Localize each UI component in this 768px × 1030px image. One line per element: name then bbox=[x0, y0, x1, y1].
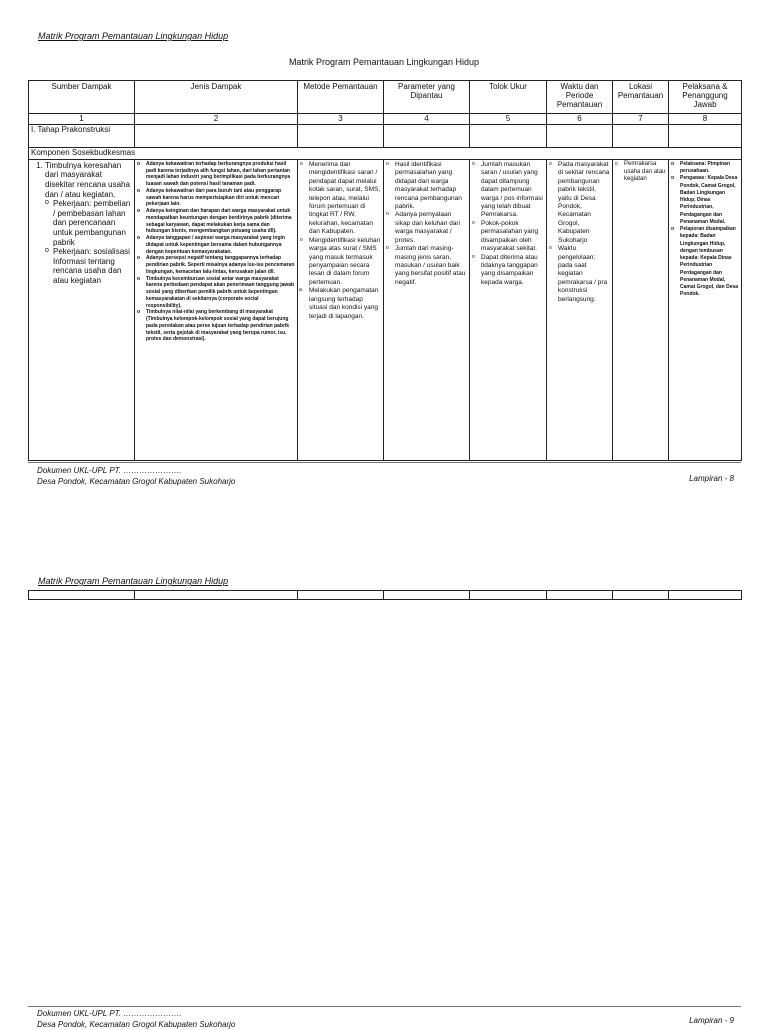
location-cell bbox=[613, 159, 669, 460]
impact-item: o Adanya kekawatiran terhadap berkurangnya produksi hasil padi karena terjadinya alih fungsi lahan, dari lahan pertanian menjadi lahan industri yang berimplikasi pada berkurangnya luasan sawah dan potensi hasil tanaman padi. bbox=[144, 161, 295, 188]
col-number: 8 bbox=[669, 114, 742, 125]
running-header: Matrik Program Pemantauan Lingkungan Hidup bbox=[38, 31, 229, 41]
parameter-item: o Jumlah dari masing-masing jenis saran, masukan / usulan baik yang bersifat positif atau negatif. bbox=[393, 245, 467, 287]
source-sub-item: o Pekerjaan: pembelian / pembebasan lahan dan perencanaan untuk pembangunan pabrik bbox=[53, 199, 132, 247]
footer-page-number: Lampiran - 8 bbox=[689, 474, 734, 483]
parameter-item: o Hasil identifikasi permasalahan yang didapat dari warga masyarakat terhadap rencana pembangunan pabrik. bbox=[393, 161, 467, 212]
benchmark-item: o Jumlah masukan saran / usulan yang dapat ditampung dalam pertemuan warga / pos informasi yang telah dibuat Pemrakarsa. bbox=[479, 161, 544, 220]
source-sub-item: o Pekerjaan: sosialisasi Informasi tentang rencana usaha dan atau kegiatan bbox=[53, 247, 132, 285]
executor-item: o Pelaporan disampaikan kepada: Badan Lingkungan Hidup, dengan tembusan kepada: Kepala Dinas Perindustrian Perdagangan dan Penanaman Modal, Camat Grogol, dan Desa Pondok. bbox=[678, 226, 739, 299]
col-header-5: Tolok Ukur bbox=[470, 81, 547, 114]
timing-item: o Pada masyarakat di sekitar rencana pembangunan pabrik tekstil, yaitu di Desa Pondok, Kecamatan Grogol, Kabupaten Sukoharjo bbox=[556, 161, 610, 245]
benchmark-item: o Pokok-pokok permasalahan yang disampaikan oleh masyarakat sekitar. bbox=[479, 220, 544, 254]
col-header-8: Pelaksana & Penanggung Jawab bbox=[669, 81, 742, 114]
impact-item: o Adanya kekawatiran dari para buruh tani atau penggarap sawah karena harus memperisiapkan diri untuk mencari pekerjaan lain. bbox=[144, 188, 295, 208]
footer-doc: Dokumen UKL-UPL PT. …………………. bbox=[37, 466, 182, 475]
source-impact-cell bbox=[29, 159, 135, 460]
footer-location: Desa Pondok, Kecamatan Grogol Kabupaten Sukoharjo bbox=[37, 477, 236, 486]
col-number: 2 bbox=[135, 114, 298, 125]
col-header-4: Parameter yang Dipantau bbox=[384, 81, 470, 114]
method-item: o Menerima dan mengidentifikasi saran / pendapat dapat melalui kotak saran, surat, SMS, telepon atau, melalui forum pertemuan di tingkat RT / RW, kelurahan, kecamatan dan Kabupaten. bbox=[307, 161, 381, 237]
method-item: o Mengidentifikasi keluhan warga atas surat / SMS yang masuk termasuk penyampaian secara lesan di dalam forum pertemuan. bbox=[307, 237, 381, 288]
timing-item: o Waktu pengelolaan: pada saat kegiatan pemrakarsa / pra konstruksi berlangsung. bbox=[556, 245, 610, 304]
col-header-6: Waktu dan Periode Pemantauan bbox=[547, 81, 613, 114]
col-header-2: Jenis Dampak bbox=[135, 81, 298, 114]
footer-divider bbox=[28, 462, 741, 463]
parameter-item: o Adanya pernyataan sikap dan keluhan dari warga masyarakat / protes. bbox=[393, 211, 467, 245]
impact-item: o Adanya keinginan dan harapan dari warga masyarakat untuk mendapatkan keuntungan dengan berdirinya pabrik (diterima sebagai karyawan, dapat melakukan kerja sama dan hubungan bisnis, mengembangkan peluang usaha dll). bbox=[144, 208, 295, 235]
footer-divider bbox=[28, 1006, 741, 1007]
component-label: Komponen Sosekbudkesmas bbox=[29, 148, 742, 160]
impact-item: o Timbulnya nilai-nilai yang berkembang di masyarakat (Timbulnya kelompok-kelompok sosial yang dapat berujung pada penolakan atau perse lujuan terhadap pendirian pabrik tekstil, serta gejolak di masyarakat yang berupa rumor, isu, protes dan demonstrasi). bbox=[144, 309, 295, 343]
footer-page-number: Lampiran - 9 bbox=[689, 1016, 734, 1025]
stage-label: I. Tahap Prakonstruksi bbox=[29, 125, 135, 148]
col-number: 4 bbox=[384, 114, 470, 125]
page-title: Matrik Program Pemantauan Lingkungan Hidup bbox=[288, 57, 480, 67]
col-header-1: Sumber Dampak bbox=[29, 81, 135, 114]
col-number: 3 bbox=[298, 114, 384, 125]
col-number: 5 bbox=[470, 114, 547, 125]
impact-item: o Timbulnya kecemburuan sosial antar warga masyarakat karena perbedaan pendapat akan penerimaan tanggung jawab sosial yang diberikan pemilik pabrik untuk kepentingan kemasyarakatan di sekitarnya (corporate social responsibility). bbox=[144, 276, 295, 310]
footer-location: Desa Pondok, Kecamatan Grogol Kabupaten Sukoharjo bbox=[37, 1020, 236, 1029]
col-number: 7 bbox=[613, 114, 669, 125]
benchmark-cell bbox=[470, 159, 547, 460]
footer-doc: Dokumen UKL-UPL PT. …………………. bbox=[37, 1009, 182, 1018]
impact-item: o Adanya tanggapan / aspirasi warga masyarakat yang ingin didapat untuk kepentingan bersama dalam hubungannya dengan kepentuan kemasyarakatan. bbox=[144, 235, 295, 255]
col-number: 6 bbox=[547, 114, 613, 125]
col-header-7: Lokasi Pemantauan bbox=[613, 81, 669, 114]
method-item: a. Melakukan pengamatan langsung terhadap situasi dan kondisi yang terjadi di lapangan. bbox=[307, 287, 381, 321]
parameter-cell bbox=[384, 159, 470, 460]
method-cell bbox=[298, 159, 384, 460]
monitoring-matrix-table bbox=[28, 80, 742, 461]
executor-cell bbox=[669, 159, 742, 460]
source-item: 1. Timbulnya keresahan dari masyarakat disekitar rencana usaha dan / atau kegiatan. bbox=[45, 161, 132, 199]
col-header-3: Metode Pemantauan bbox=[298, 81, 384, 114]
timing-cell bbox=[547, 159, 613, 460]
monitoring-matrix-table-continued bbox=[28, 590, 742, 600]
impact-item: o Adanya persepsi negatif tentang tanggapannya terhadap pendirian pabrik. Seperti misalnya adanya isu-isu pencemaran lingkungan, kemacetan lalu-lintas, kerusakan jalan dll. bbox=[144, 255, 295, 275]
location-item: o Pemrakarsa usaha dan atau kegiatan bbox=[622, 161, 666, 184]
impact-type-cell bbox=[135, 159, 298, 460]
executor-item: o Pengawas: Kepala Desa Pondok, Camat Grogol, Badan Lingkungan Hidup, Dinas Perindustrian, Perdagangan dan Penanaman Modal. bbox=[678, 175, 739, 226]
col-number: 1 bbox=[29, 114, 135, 125]
executor-item: o Pelaksana: Pimpinan perusahaan. bbox=[678, 161, 739, 176]
benchmark-item: o Dapat diterima atau tidaknya tanggapan yang disampaikan kepada warga. bbox=[479, 254, 544, 288]
running-header: Matrik Program Pemantauan Lingkungan Hidup bbox=[38, 576, 229, 586]
